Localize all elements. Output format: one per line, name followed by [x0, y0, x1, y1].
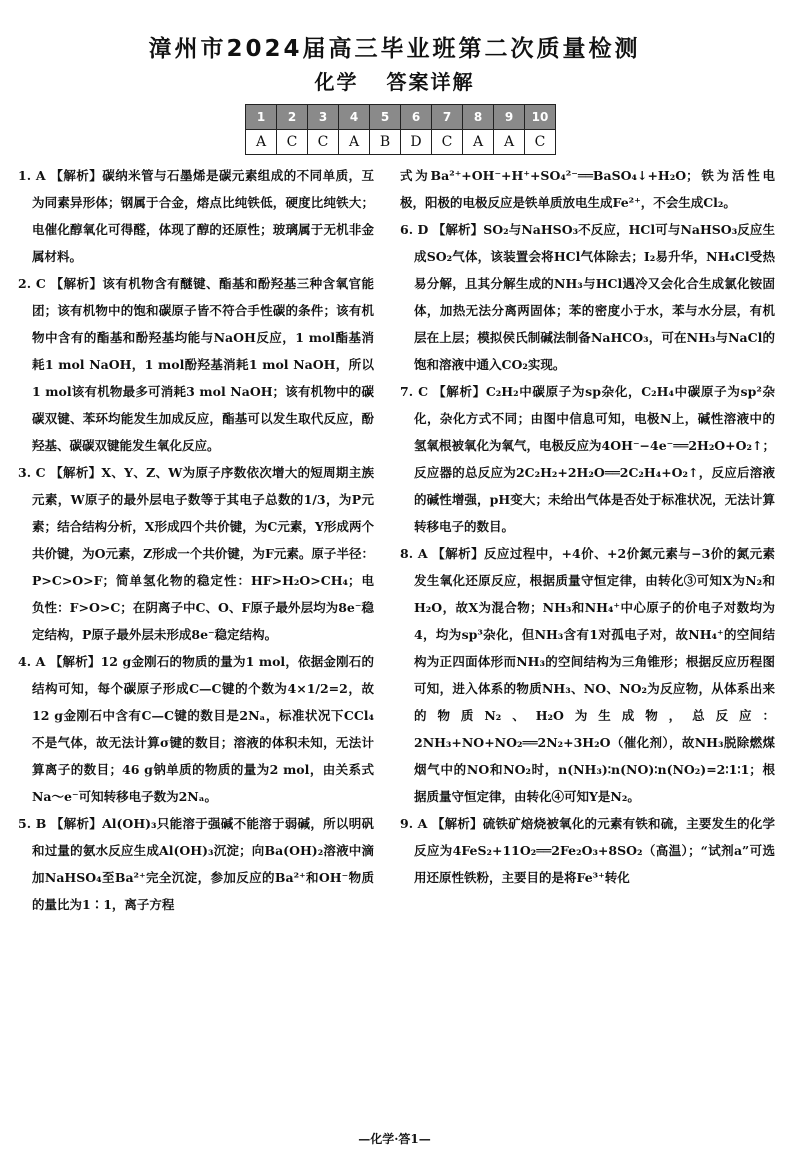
explanation-4	[18, 648, 374, 810]
question-number: 3	[308, 105, 339, 130]
answer-cell: C	[525, 130, 556, 155]
answer-table-header-row	[246, 105, 556, 130]
explanation-9: 9. A 【解析】硫铁矿焙烧被氧化的元素有铁和硫，主要发生的化学反应为4FeS₂+11O₂══2Fe₂O₃+8SO₂（高温）；“试剂a”可选用还原性铁粉，主要目的是将Fe³⁺转化	[400, 816, 775, 885]
question-number: 4	[339, 105, 370, 130]
page-subtitle	[0, 66, 789, 95]
answer-cell: A	[246, 130, 277, 155]
fraction-one-third: 1/3	[303, 492, 326, 507]
explanation-4-part-b: =2，故12 g金刚石中含有C—C键的数目是2Nₐ，标准状况下CCl₄不是气体，故无法计算σ键的数目；溶液的体积未知，无法计算离子的数目；46 g钠单质的物质的量为2 mol，由关系式Na～e⁻可知转移电子数为2Nₐ。	[32, 681, 375, 804]
subject-label: 化学	[314, 70, 359, 94]
answer-cell: C	[308, 130, 339, 155]
right-column	[400, 162, 775, 891]
answer-cell: A	[339, 130, 370, 155]
fraction-one-half: 1/2	[306, 681, 329, 696]
explanation-3	[18, 459, 374, 648]
answer-cell: A	[463, 130, 494, 155]
answer-cell: C	[277, 130, 308, 155]
answer-cell: B	[370, 130, 401, 155]
subtitle-rest: 答案详解	[386, 70, 475, 94]
question-number: 8	[463, 105, 494, 130]
explanation-6: 6. D 【解析】SO₂与NaHSO₃不反应，HCl可与NaHSO₃反应生成SO₂气体，该装置会将HCl气体除去；I₂易升华，NH₄Cl受热易分解，且其分解生成的NH₃与HCl遇冷又会化合生成氯化铵固体，加热无法分离两固体；苯的密度小于水，苯与水分层，有机层在上层；模拟侯氏制碱法制备NaHCO₃，可在NH₃与NaCl的饱和溶液中通入CO₂实现。	[400, 222, 775, 372]
explanation-5-continued: 式为Ba²⁺+OH⁻+H⁺+SO₄²⁻══BaSO₄↓+H₂O；铁为活性电极，阳极的电极反应是铁单质放电生成Fe²⁺，不会生成Cl₂。	[400, 168, 775, 210]
explanation-4-part-a: 4. A 【解析】12 g金刚石的物质的量为1 mol，依据金刚石的结构可知，每个碳原子形成C—C键的个数为4×	[18, 654, 374, 696]
answer-cell: A	[494, 130, 525, 155]
question-number: 10	[525, 105, 556, 130]
explanation-1: 1. A 【解析】碳纳米管与石墨烯是碳元素组成的不同单质，互为同素异形体；钢属于合金，熔点比纯铁低，硬度比纯铁大；电催化醇氧化可得醛，体现了醇的还原性；玻璃属于无机非金属材料。	[18, 168, 374, 264]
answer-cell: C	[432, 130, 463, 155]
left-column	[18, 162, 374, 918]
explanation-7: 7. C 【解析】C₂H₂中碳原子为sp杂化，C₂H₄中碳原子为sp²杂化，杂化方式不同；由图中信息可知，电极N上，碱性溶液中的氢氧根被氧化为氧气，电极反应为4OH⁻−4e⁻══2H₂O+O₂↑；反应器的总反应为2C₂H₂+2H₂O══2C₂H₄+O₂↑，反应后溶液的碱性增强，pH变大；未给出气体是否处于标准状况，无法计算转移电子的数目。	[400, 384, 775, 534]
explanation-5: 5. B 【解析】Al(OH)₃只能溶于强碱不能溶于弱碱，所以明矾和过量的氨水反应生成Al(OH)₃沉淀；向Ba(OH)₂溶液中滴加NaHSO₄至Ba²⁺完全沉淀，参加反应的Ba²⁺和OH⁻物质的量比为1∶1，离子方程	[18, 816, 374, 912]
page-footer: —化学·答1—	[358, 1132, 431, 1146]
answer-cell: D	[401, 130, 432, 155]
question-number: 1	[246, 105, 277, 130]
question-number: 9	[494, 105, 525, 130]
answer-table-answer-row	[246, 130, 556, 155]
question-number: 5	[370, 105, 401, 130]
answer-table	[245, 104, 556, 155]
explanation-8: 8. A 【解析】反应过程中，+4价、+2价氮元素与−3价的氮元素发生氧化还原反应，根据质量守恒定律，由转化③可知X为N₂和H₂O，故X为混合物；NH₃和NH₄⁺中心原子的价电子对数均为4，均为sp³杂化，但NH₃含有1对孤电子对，故NH₄⁺的空间结构为正四面体形而NH₃的空间结构为三角锥形；根据反应历程图可知，进入体系的物质NH₃、NO、NO₂为反应物，从体系出来的物质N₂、H₂O为生成物，总反应：2NH₃+NO+NO₂══2N₂+3H₂O（催化剂），故NH₃脱除燃煤烟气中的NO和NO₂时，n(NH₃)∶n(NO)∶n(NO₂)=2∶1∶1；根据质量守恒定律，由转化④可知Y是N₂。	[400, 546, 775, 804]
explanation-3-part-b: ，为P元素；结合结构分析，X形成四个共价键，为C元素，Y形成两个共价键，为O元素，Z形成一个共价键，为F元素。原子半径：P>C>O>F；简单氢化物的稳定性：HF>H₂O>CH₄；电负性：F>O>C；在阴离子中C、O、F原子最外层均为8e⁻稳定结构，P原子最外层未形成8e⁻稳定结构。	[32, 492, 374, 642]
explanation-3-part-a: 3. C 【解析】X、Y、Z、W为原子序数依次增大的短周期主族元素，W原子的最外层电子数等于其电子总数的	[18, 465, 374, 507]
question-number: 6	[401, 105, 432, 130]
explanation-2: 2. C 【解析】该有机物含有醚键、酯基和酚羟基三种含氧官能团；该有机物中的饱和碳原子皆不符合手性碳的条件；该有机物中含有的酯基和酚羟基均能与NaOH反应，1 mol酯基消耗1 mol NaOH，1 mol酚羟基消耗1 mol NaOH，所以1 mol该有机物最多可消耗3 mol NaOH；该有机物中的碳碳双键、苯环均能发生加成反应，酯基可以发生取代反应，酚羟基、碳碳双键能发生氧化反应。	[18, 276, 374, 453]
question-number: 2	[277, 105, 308, 130]
page-title: 漳州市2024届高三毕业班第二次质量检测	[148, 36, 641, 62]
question-number: 7	[432, 105, 463, 130]
